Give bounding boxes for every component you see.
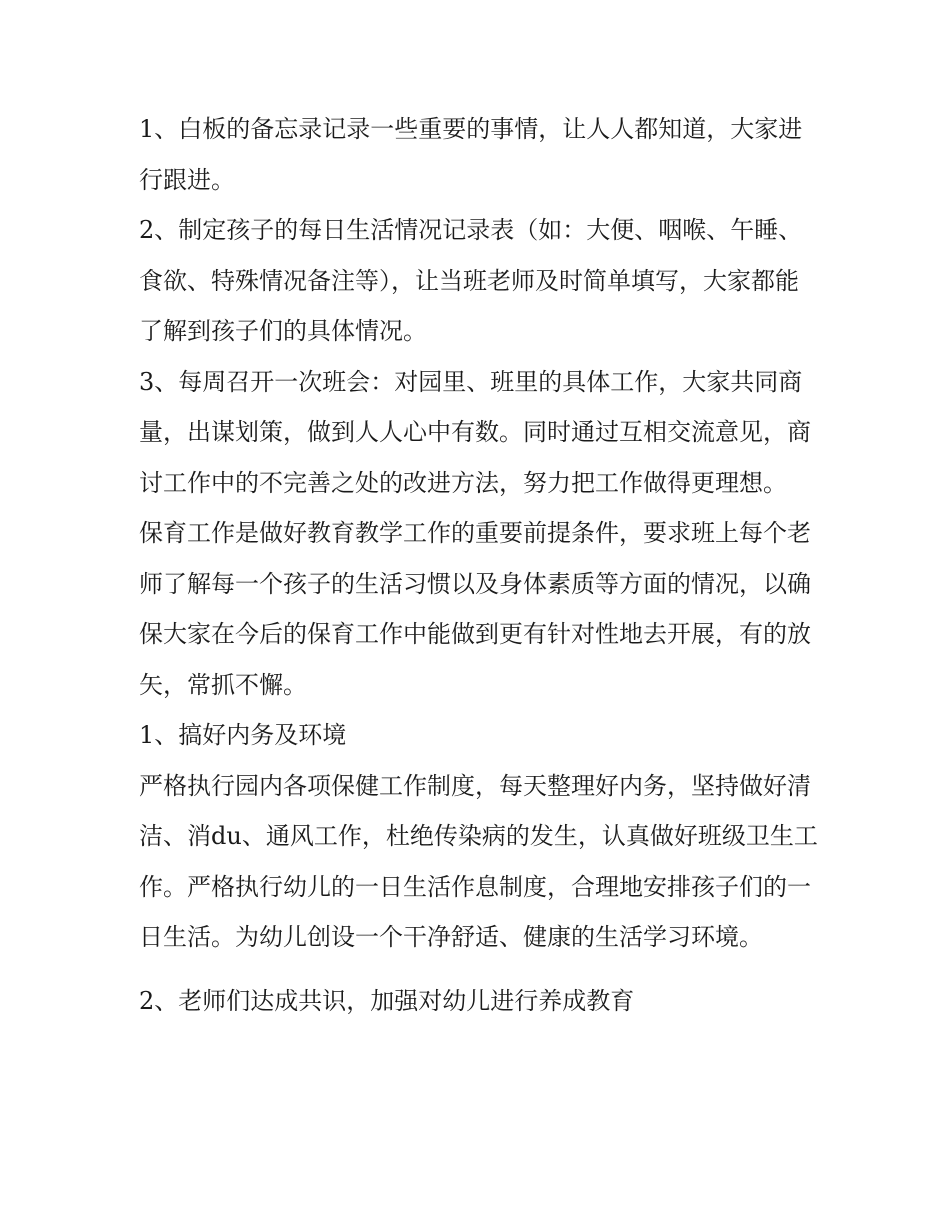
document-body: [139, 104, 819, 1026]
paragraph-health-system: 严格执行园内各项保健工作制度，每天整理好内务，坚持做好清洁、消du、通风工作，杜绝传染病的发生，认真做好班级卫生工作。严格执行幼儿的一日生活作息制度，合理地安排孩子们的一日生活。为幼儿创设一个干净舒适、健康的生活学习环境。: [139, 771, 818, 951]
section-heading-habit-education: 2、老师们达成共识，加强对幼儿进行养成教育: [139, 986, 635, 1015]
paragraph-childcare-premise: 保育工作是做好教育教学工作的重要前提条件，要求班上每个老师了解每一个孩子的生活习惯以及身体素质等方面的情况，以确保大家在今后的保育工作中能做到更有针对性地去开展，有的放矢，常抓不懈。: [139, 519, 811, 699]
paragraph-weekly-class-meeting: 3、每周召开一次班会：对园里、班里的具体工作，大家共同商量，出谋划策，做到人人心中有数。同时通过互相交流意见，商讨工作中的不完善之处的改进方法，努力把工作做得更理想。: [139, 367, 811, 497]
paragraph-daily-record-form: 2、制定孩子的每日生活情况记录表（如：大便、咽喉、午睡、食欲、特殊情况备注等），让当班老师及时简单填写，大家都能了解到孩子们的具体情况。: [139, 216, 803, 345]
section-heading-housekeeping: 1、搞好内务及环境: [139, 721, 347, 749]
paragraph-memo-whiteboard: 1、白板的备忘录记录一些重要的事情，让人人都知道，大家进行跟进。: [139, 115, 803, 194]
